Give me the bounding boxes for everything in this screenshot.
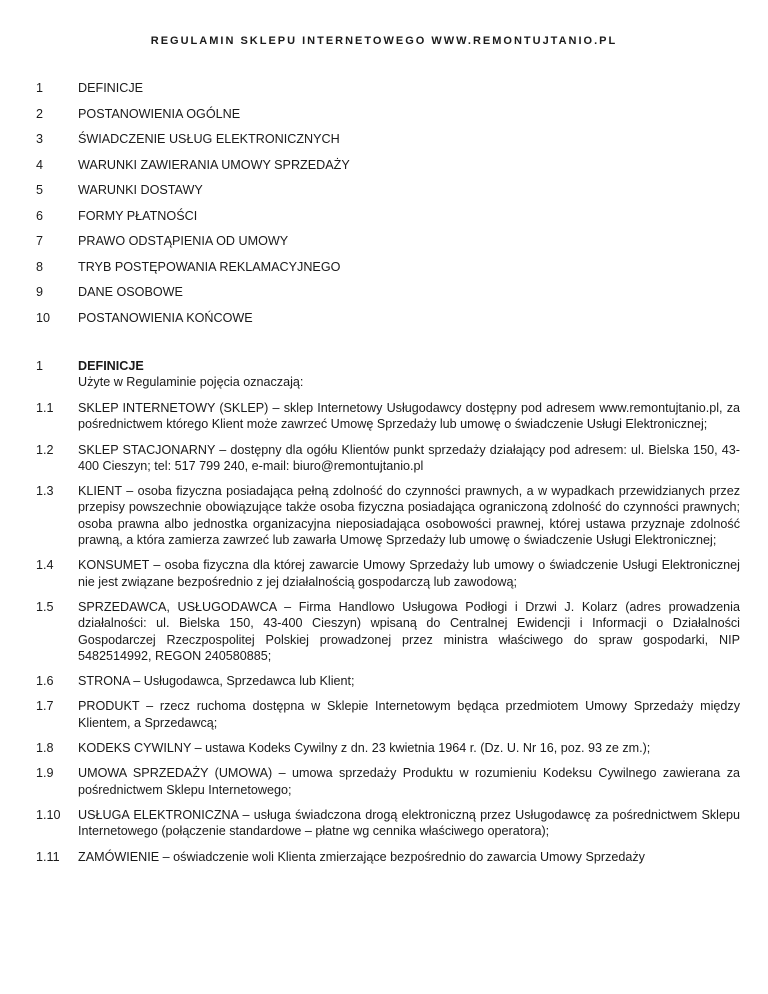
definition-item (36, 673, 740, 689)
table-of-contents (36, 80, 740, 335)
toc-number: 9 (36, 285, 44, 299)
toc-number: 1 (36, 81, 44, 95)
toc-number: 2 (36, 106, 44, 121)
toc-label: DEFINICJE (78, 81, 144, 95)
definition-text: USŁUGA ELEKTRONICZNA – usługa świadczona drogą elektroniczną przez Usługodawcę za pośrednictwem Sklepu Internetowego (połączenie standardowe – płatne wg cennika właściwego operatora); (78, 807, 740, 839)
definition-item (36, 698, 740, 731)
toc-number: 4 (36, 157, 44, 172)
toc-item (36, 284, 740, 310)
definition-number: 1.4 (36, 558, 54, 573)
definition-text: ZAMÓWIENIE – oświadczenie woli Klienta zmierzające bezpośrednio do zawarcia Umowy Sprzedaży (78, 849, 645, 864)
toc-label: FORMY PŁATNOŚCI (78, 208, 198, 223)
definition-number: 1.5 (36, 599, 54, 614)
toc-item (36, 182, 740, 208)
definition-text: KONSUMET – osoba fizyczna dla której zawarcie Umowy Sprzedaży lub umowy o świadczenie Usługi Elektronicznej nie jest związane bezpośrednio z jej działalnością gospodarczą lub zawodową; (78, 558, 740, 589)
definition-number: 1.3 (36, 484, 54, 499)
toc-number: 10 (36, 310, 51, 325)
toc-number: 6 (36, 208, 44, 223)
section-title: DEFINICJE (78, 359, 144, 373)
definition-item (36, 599, 740, 664)
section-definitions (36, 358, 740, 874)
toc-item (36, 259, 740, 285)
definition-item (36, 807, 740, 840)
section-intro: Użyte w Regulaminie pojęcia oznaczają: (78, 375, 304, 390)
definition-number: 1.1 (36, 401, 54, 415)
toc-number: 8 (36, 259, 44, 274)
definition-item (36, 483, 740, 548)
definition-number: 1.11 (36, 849, 60, 864)
definition-number: 1.2 (36, 442, 54, 457)
toc-label: POSTANOWIENIA OGÓLNE (78, 106, 241, 121)
definition-text: PRODUKT – rzecz ruchoma dostępna w Sklepie Internetowym będąca przedmiotem Umowy Sprzedaży między Klientem, a Sprzedawcą; (78, 699, 740, 730)
section-heading (36, 358, 740, 400)
toc-number: 5 (36, 183, 44, 197)
definition-item (36, 740, 740, 756)
toc-item (36, 106, 740, 132)
definition-item (36, 442, 740, 475)
definition-item (36, 557, 740, 590)
toc-label: WARUNKI DOSTAWY (78, 183, 203, 197)
toc-number: 7 (36, 234, 44, 248)
definition-text: KODEKS CYWILNY – ustawa Kodeks Cywilny z dn. 23 kwietnia 1964 r. (Dz. U. Nr 16, poz. 93 ze zm.); (78, 741, 651, 756)
toc-item (36, 233, 740, 259)
toc-label: ŚWIADCZENIE USŁUG ELEKTRONICZNYCH (78, 132, 340, 146)
definition-number: 1.9 (36, 766, 54, 781)
toc-label: TRYB POSTĘPOWANIA REKLAMACYJNEGO (78, 259, 341, 274)
section-number: 1 (36, 359, 44, 373)
toc-item (36, 131, 740, 157)
definition-item (36, 849, 740, 865)
toc-item (36, 208, 740, 234)
definition-text: UMOWA SPRZEDAŻY (UMOWA) – umowa sprzedaży Produktu w rozumieniu Kodeksu Cywilnego zawierana za pośrednictwem Sklepu Internetowego; (78, 766, 740, 797)
definition-item (36, 400, 740, 433)
toc-item (36, 80, 740, 106)
definition-text: SPRZEDAWCA, USŁUGODAWCA – Firma Handlowo Usługowa Podłogi i Drzwi J. Kolarz (adres prowadzenia działalności: ul. Bielska 150, 43-400 Cieszyn) wpisaną do Centralnej Ewidencji i Informacji o Działalności Gospodarczej Rzeczpospolitej Polskiej prowadzonej przez ministra właściwego do spraw gospodarki, NIP 5482514992, REGON 240580885; (78, 599, 740, 663)
definition-item (36, 765, 740, 798)
toc-item (36, 157, 740, 183)
definition-text: SKLEP INTERNETOWY (SKLEP) – sklep Internetowy Usługodawcy dostępny pod adresem www.remontujtanio.pl, za pośrednictwem którego Klient może zawrzeć Umowę Sprzedaży lub umowę o świadczenie Usługi Elektronicznej; (78, 401, 740, 432)
definition-number: 1.8 (36, 741, 54, 756)
definition-number: 1.7 (36, 699, 54, 714)
toc-label: WARUNKI ZAWIERANIA UMOWY SPRZEDAŻY (78, 157, 350, 172)
toc-label: PRAWO ODSTĄPIENIA OD UMOWY (78, 234, 289, 248)
document-title: REGULAMIN SKLEPU INTERNETOWEGO WWW.REMONTUJTANIO.PL (150, 35, 618, 47)
definition-text: KLIENT – osoba fizyczna posiadająca pełną zdolność do czynności prawnych, a w wypadkach przewidzianych przez przepisy powszechnie obowiązujące także osoba fizyczna posiadająca ograniczoną zdolność do czynności prawnych; osoba prawna albo jednostka organizacyjna nieposiadająca osobowości prawnej, której ustawa przyznaje zdolność prawną, a która zamierza zawrzeć lub zawarła Umowę Sprzedaży lub umowę o świadczenie Usługi Elektronicznej; (78, 484, 740, 548)
definition-number: 1.6 (36, 674, 54, 689)
toc-item (36, 310, 740, 336)
definition-text: STRONA – Usługodawca, Sprzedawca lub Klient; (78, 674, 355, 689)
toc-label: POSTANOWIENIA KOŃCOWE (78, 310, 253, 325)
toc-number: 3 (36, 132, 44, 146)
toc-label: DANE OSOBOWE (78, 285, 183, 299)
definition-text: SKLEP STACJONARNY – dostępny dla ogółu Klientów punkt sprzedaży działający pod adresem: ul. Bielska 150, 43- 400 Cieszyn; tel: 517 799 240, e-mail: biuro@remontujtanio.pl (78, 442, 740, 473)
definition-number: 1.10 (36, 807, 61, 822)
